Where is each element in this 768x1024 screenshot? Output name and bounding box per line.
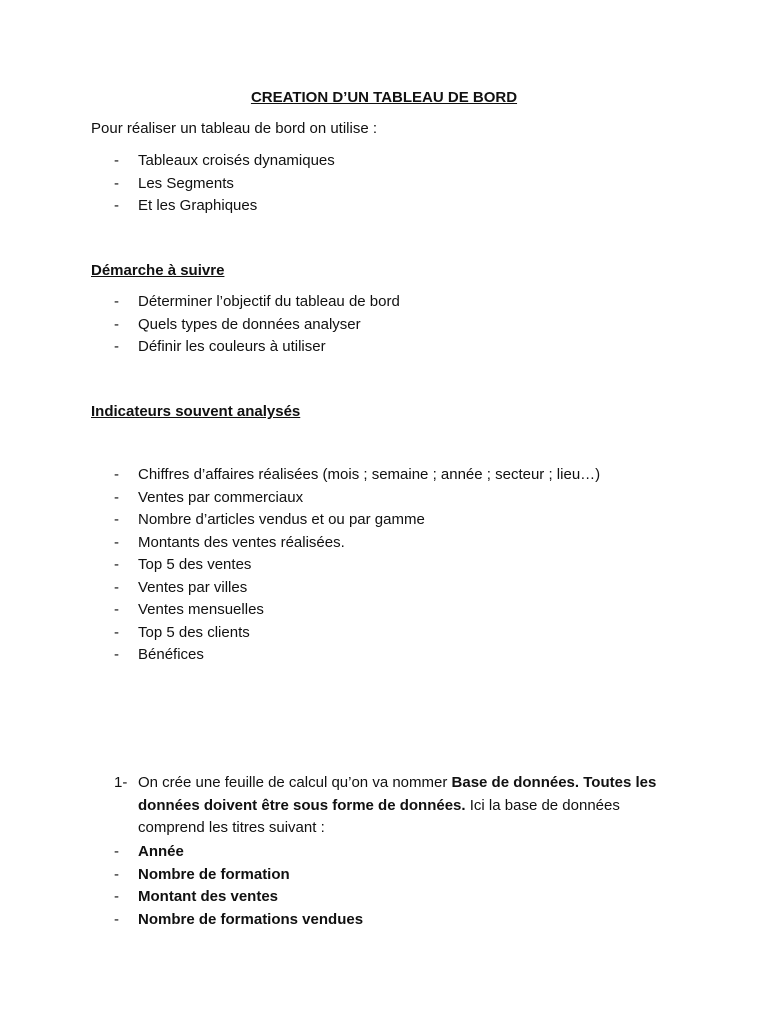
list-item-text: Bénéfices bbox=[138, 646, 204, 663]
step-text-end: Ici la base de données comprend les titres suivant : bbox=[138, 796, 620, 836]
list-item-text: Montant des ventes bbox=[138, 888, 279, 905]
list-item-text: Montants des ventes réalisées. bbox=[138, 533, 345, 551]
dash-bullet: - bbox=[114, 646, 119, 663]
dash-bullet: - bbox=[114, 511, 119, 528]
list-item bbox=[0, 911, 768, 934]
list-item-text: Ventes par villes bbox=[138, 578, 248, 596]
list-item bbox=[0, 579, 768, 602]
dash-bullet: - bbox=[114, 488, 119, 506]
list-item bbox=[0, 888, 768, 911]
list-item-text: Ventes mensuelles bbox=[138, 601, 264, 618]
list-item bbox=[0, 338, 768, 361]
list-item-text: Chiffres d’affaires réalisées (mois ; semaine ; année ; secteur ; lieu…) bbox=[138, 466, 601, 483]
list-item bbox=[0, 866, 768, 889]
list-item-text: Top 5 des clients bbox=[138, 623, 250, 641]
document-title: CREATION D’UN TABLEAU DE BORD bbox=[250, 89, 518, 106]
dash-bullet: - bbox=[114, 601, 119, 618]
section-heading-approach: Démarche à suivre bbox=[91, 262, 225, 279]
tools-list bbox=[0, 152, 768, 220]
list-item bbox=[0, 197, 768, 220]
dash-bullet: - bbox=[114, 174, 119, 192]
list-item bbox=[0, 175, 768, 198]
dash-bullet: - bbox=[114, 623, 119, 641]
list-item bbox=[0, 293, 768, 316]
list-item-text: Déterminer l’objectif du tableau de bord bbox=[138, 293, 400, 310]
list-item-text: Quels types de données analyser bbox=[138, 315, 361, 333]
indicators-list bbox=[0, 466, 768, 669]
list-item-text: Nombre d’articles vendus et ou par gamme bbox=[138, 511, 425, 528]
list-item-text: Nombre de formation bbox=[138, 865, 290, 883]
list-item-text: Les Segments bbox=[138, 174, 234, 192]
list-item-text: Nombre de formations vendues bbox=[138, 910, 364, 928]
list-item bbox=[0, 534, 768, 557]
list-item-text: Définir les couleurs à utiliser bbox=[138, 338, 326, 355]
dash-bullet: - bbox=[114, 315, 119, 333]
list-item-text: Année bbox=[138, 843, 184, 860]
list-item bbox=[0, 624, 768, 647]
list-item bbox=[0, 601, 768, 624]
dash-bullet: - bbox=[114, 865, 119, 883]
list-item bbox=[0, 466, 768, 489]
dash-bullet: - bbox=[114, 197, 119, 214]
dash-bullet: - bbox=[114, 466, 119, 483]
list-item bbox=[0, 646, 768, 669]
dash-bullet: - bbox=[114, 888, 119, 905]
dash-bullet: - bbox=[114, 843, 119, 860]
list-item bbox=[0, 556, 768, 579]
list-item bbox=[0, 152, 768, 175]
dash-bullet: - bbox=[114, 152, 119, 169]
fields-list bbox=[0, 843, 768, 933]
dash-bullet: - bbox=[114, 578, 119, 596]
step-bold-text: Base de données. Toutes les données doivent être sous forme de données. bbox=[138, 774, 657, 814]
list-item bbox=[0, 489, 768, 512]
dash-bullet: - bbox=[114, 338, 119, 355]
list-item-text: Tableaux croisés dynamiques bbox=[138, 152, 335, 169]
list-item bbox=[0, 843, 768, 866]
list-item-text: Et les Graphiques bbox=[138, 197, 258, 214]
step-text: On crée une feuille de calcul qu’on va nommer bbox=[138, 774, 452, 791]
list-item bbox=[0, 316, 768, 339]
section-heading-indicators: Indicateurs souvent analysés bbox=[91, 403, 301, 420]
approach-list bbox=[0, 293, 768, 361]
dash-bullet: - bbox=[114, 556, 119, 573]
dash-bullet: - bbox=[114, 910, 119, 928]
list-item-text: Ventes par commerciaux bbox=[138, 488, 304, 506]
intro-text: Pour réaliser un tableau de bord on utilise : bbox=[91, 120, 378, 137]
dash-bullet: - bbox=[114, 293, 119, 310]
dash-bullet: - bbox=[114, 533, 119, 551]
list-item bbox=[0, 511, 768, 534]
step-paragraph bbox=[138, 772, 683, 840]
step-number: 1- bbox=[114, 774, 128, 791]
list-item-text: Top 5 des ventes bbox=[138, 556, 252, 573]
